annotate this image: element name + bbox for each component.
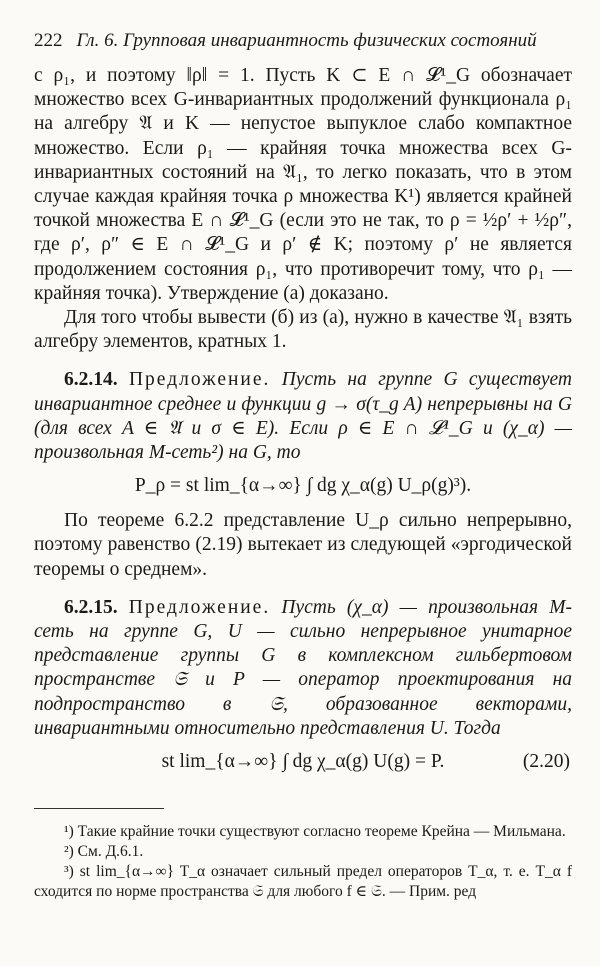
formula-text: st lim_{α→∞} ∫ dg χ_α(g) U(g) = P. [161, 751, 445, 773]
running-header [34, 30, 574, 52]
prop-statement: Пусть на группе G существует инвариантное среднее и функции g → σ(τ_g A) непрерывны на G (для всех A ∈ 𝔄 и σ ∈ E). Если ρ ∈ E ∩ 𝓛¹_G и (χ_α) — произвольная M-сеть²) на G, то [34, 369, 572, 464]
main-text [34, 64, 572, 785]
prop-number: 6.2.14. [64, 369, 118, 391]
footnote-2: ²) См. Д.6.1. [64, 843, 144, 860]
proposition-6-2-14 [34, 368, 572, 465]
proposition-6-2-15 [34, 596, 572, 741]
prop-number: 6.2.15. [64, 596, 118, 618]
running-title: Гл. 6. Групповая инвариантность физических состояний [76, 30, 537, 51]
formula-text: P_ρ = st lim_{α→∞} ∫ dg χ_α(g) U_ρ(g)³). [134, 475, 472, 497]
proof-paragraph: с ρ₁, и поэтому ‖ρ‖ = 1. Пусть K ⊂ E ∩ 𝓛¹_G обозначает множество всех G-инвариантных продолжений функционала ρ₁ на алгебру 𝔄 и K — непустое выпуклое слабо компактное множество. Если ρ₁ — крайняя точка множества всех G-инвариантных состояний на 𝔄₁, то легко показать, что в этом случае каждая крайняя точка ρ множества K¹) является крайней точкой множества E ∩ 𝓛¹_G (если это не так, то ρ = ½ρ′ + ½ρ″, где ρ′, ρ″ ∈ E ∩ 𝓛¹_G и ρ′ ∉ K; поэтому ρ′ не является продолжением состояния ρ₁, что противоречит тому, что ρ₁ — крайняя точка). Утверждение (а) доказано. [34, 65, 572, 304]
footnotes [34, 822, 572, 902]
prop-label: Предложение. [128, 596, 271, 618]
footnote-rule [34, 808, 164, 809]
footnote-3: ³) st lim_{α→∞} T_α означает сильный предел операторов T_α, т. е. T_α f сходится по норме пространства 𝔖 для любого f ∈ 𝔖. — Прим. ред [34, 863, 572, 900]
prop-statement: Пусть (χ_α) — произвольная M-сеть на группе G, U — сильно непрерывное унитарное представление группы G в комплексном гильбертовом пространстве 𝔖 и P — оператор проектирования на подпространство в 𝔖, образованное векторами, инвариантными относительно представления U. Тогда [34, 596, 572, 739]
equation-number: (2.20) [522, 751, 570, 773]
ergodic-intro: По теореме 6.2.2 представление U_ρ сильно непрерывно, поэтому равенство (2.19) вытекает из следующей «эргодической теоремы о среднем». [34, 510, 572, 580]
footnote-1: ¹) Такие крайние точки существуют согласно теореме Крейна — Мильмана. [64, 823, 566, 840]
formula-p-rho [34, 475, 572, 497]
page-number: 222 [34, 30, 63, 51]
proof-conclusion: Для того чтобы вывести (б) из (а), нужно в качестве 𝔄₁ взять алгебру элементов, кратных 1. [34, 307, 572, 353]
formula-2-20 [34, 751, 572, 773]
prop-label: Предложение. [128, 369, 271, 391]
